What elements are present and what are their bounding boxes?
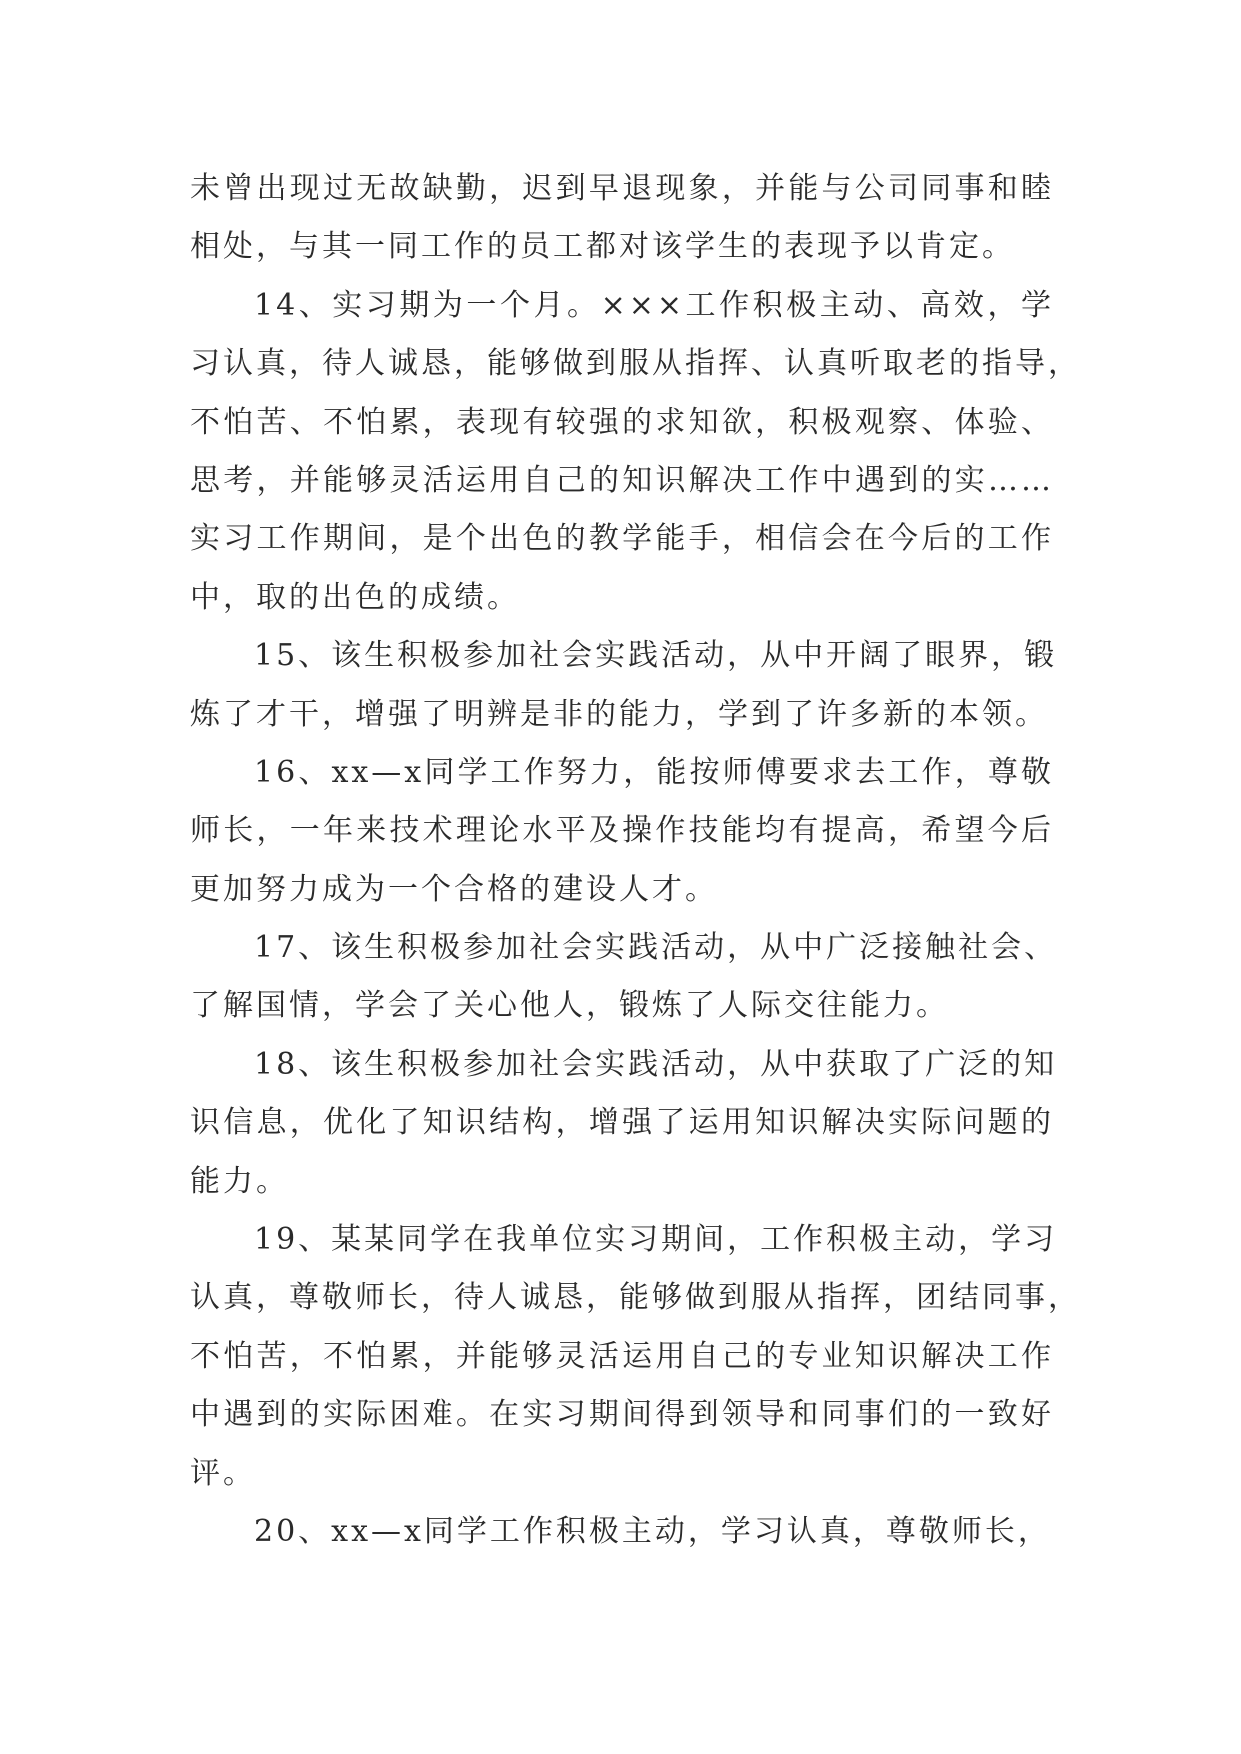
text-line: 19、某某同学在我单位实习期间，工作积极主动，学习 [254,1222,1058,1258]
text-line: 更加努力成为一个合格的建设人才。 [190,871,718,907]
text-line: 中，取的出色的成绩。 [190,579,520,615]
text-line: 17、该生积极参加社会实践活动，从中广泛接触社会、 [254,930,1058,966]
text-line: 识信息，优化了知识结构，增强了运用知识解决实际问题的 [190,1105,1054,1141]
text-line: 实习工作期间，是个出色的教学能手，相信会在今后的工作 [190,521,1054,557]
text-line: 认真，尊敬师长，待人诚恳，能够做到服从指挥，团结同事， [190,1280,1081,1316]
text-line: 炼了才干，增强了明辨是非的能力，学到了许多新的本领。 [190,696,1048,732]
text-line: 不怕苦、不怕累，表现有较强的求知欲，积极观察、体验、 [190,404,1054,440]
text-line: 20、xx—x同学工作积极主动，学习认真，尊敬师长， [254,1513,1051,1549]
text-line: 习认真，待人诚恳，能够做到服从指挥、认真听取老的指导， [190,346,1081,382]
text-line: 能力。 [190,1163,289,1199]
text-line: 18、该生积极参加社会实践活动，从中获取了广泛的知 [254,1046,1058,1082]
text-line: 未曾出现过无故缺勤，迟到早退现象，并能与公司同事和睦 [190,171,1054,206]
text-line: 师长，一年来技术理论水平及操作技能均有提高，希望今后 [190,813,1054,849]
text-line: 中遇到的实际困难。在实习期间得到领导和同事们的一致好 [190,1397,1054,1433]
text-line: 相处，与其一同工作的员工都对该学生的表现予以肯定。 [190,229,1015,265]
text-line: 不怕苦，不怕累，并能够灵活运用自己的专业知识解决工作 [190,1338,1054,1374]
text-line: 评。 [190,1455,256,1491]
text-line: 16、xx—x同学工作努力，能按师傅要求去工作，尊敬 [254,754,1054,790]
text-line: 了解国情，学会了关心他人，锻炼了人际交往能力。 [190,988,949,1024]
text-line: 14、实习期为一个月。×××工作积极主动、高效，学 [254,287,1054,323]
text-line: 思考，并能够灵活运用自己的知识解决工作中遇到的实…… [190,462,1054,498]
text-line: 15、该生积极参加社会实践活动，从中开阔了眼界，锻 [254,638,1058,674]
document-body [190,160,1081,1561]
